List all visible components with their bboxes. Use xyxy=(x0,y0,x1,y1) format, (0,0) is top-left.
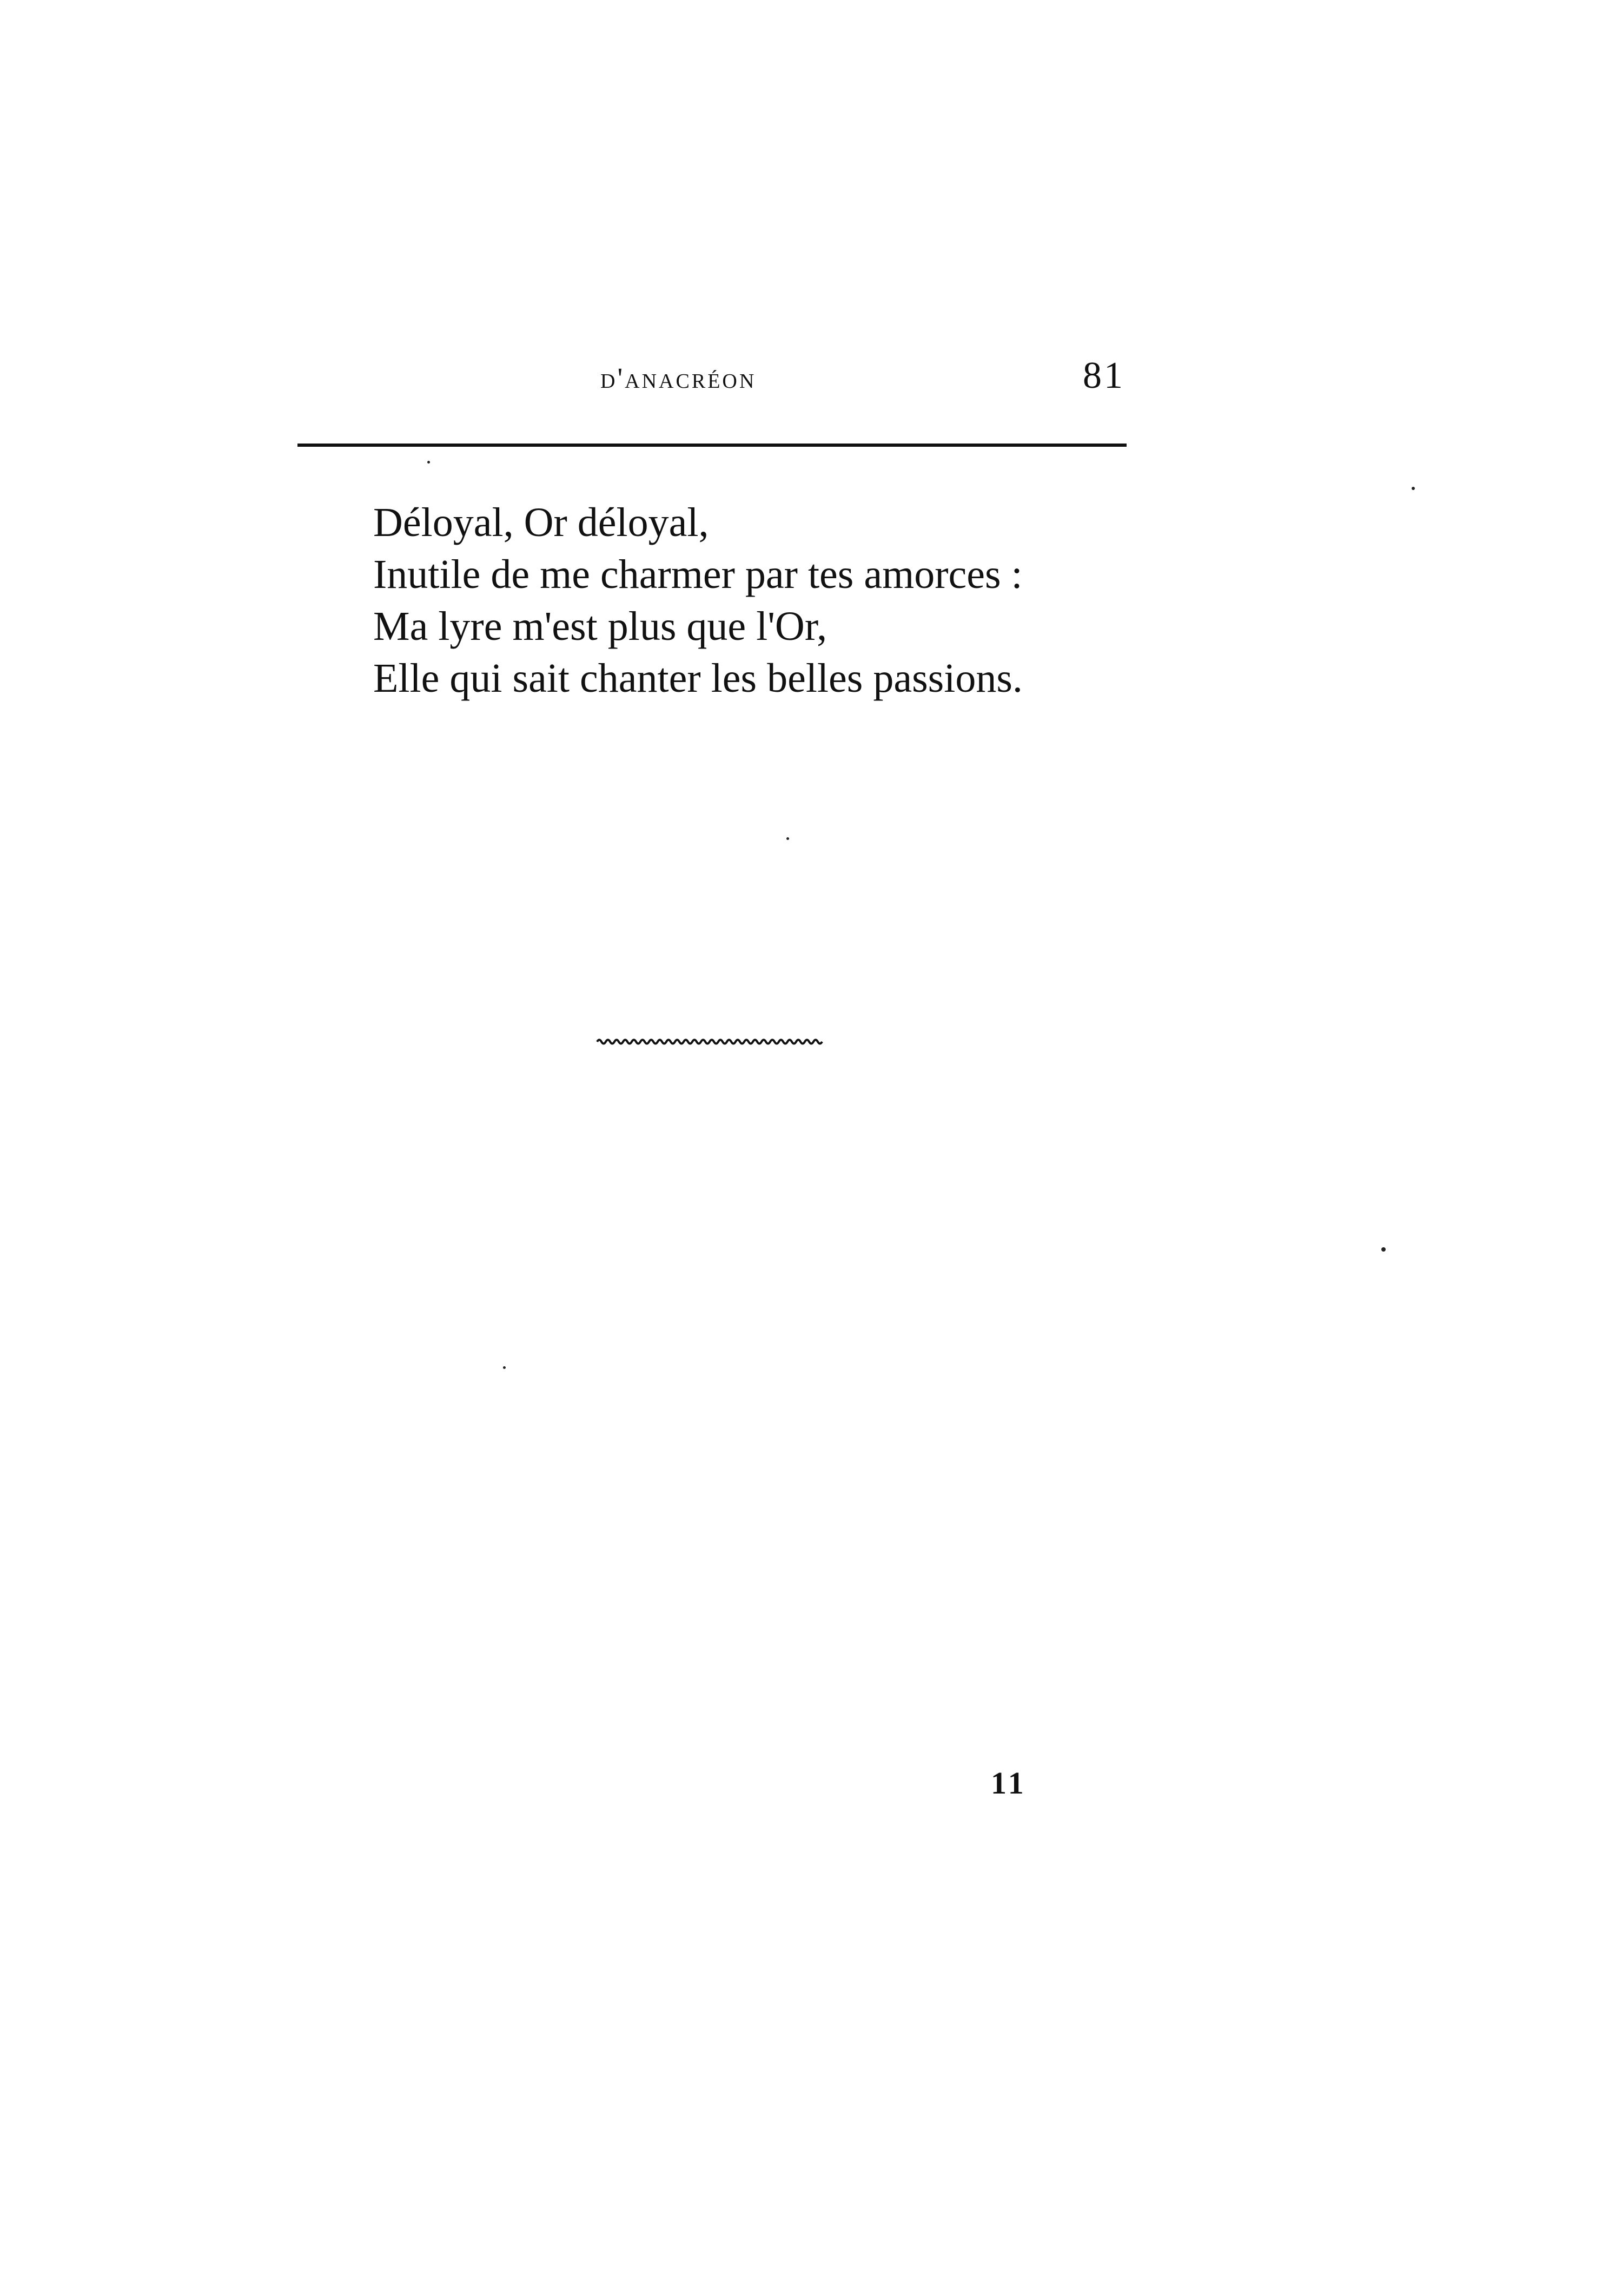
verse-line-3: Ma lyre m'est plus que l'Or, xyxy=(373,604,828,649)
print-speck xyxy=(786,837,789,840)
print-speck xyxy=(427,461,430,464)
print-speck xyxy=(1412,487,1415,490)
wavy-ornament-divider xyxy=(596,1035,829,1048)
header-rule xyxy=(297,444,1127,447)
signature-mark: 11 xyxy=(991,1765,1027,1801)
print-speck xyxy=(1381,1247,1386,1252)
verse-line-1: Déloyal, Or déloyal, xyxy=(373,500,709,545)
verse-line-2: Inutile de me charmer par tes amorces : xyxy=(373,552,1023,597)
running-head-title: d'anacréon xyxy=(600,362,757,394)
verse-line-4: Elle qui sait chanter les belles passions. xyxy=(373,656,1023,701)
print-speck xyxy=(503,1366,506,1369)
verse-stanza xyxy=(373,497,1239,704)
page-number: 81 xyxy=(1083,355,1125,396)
